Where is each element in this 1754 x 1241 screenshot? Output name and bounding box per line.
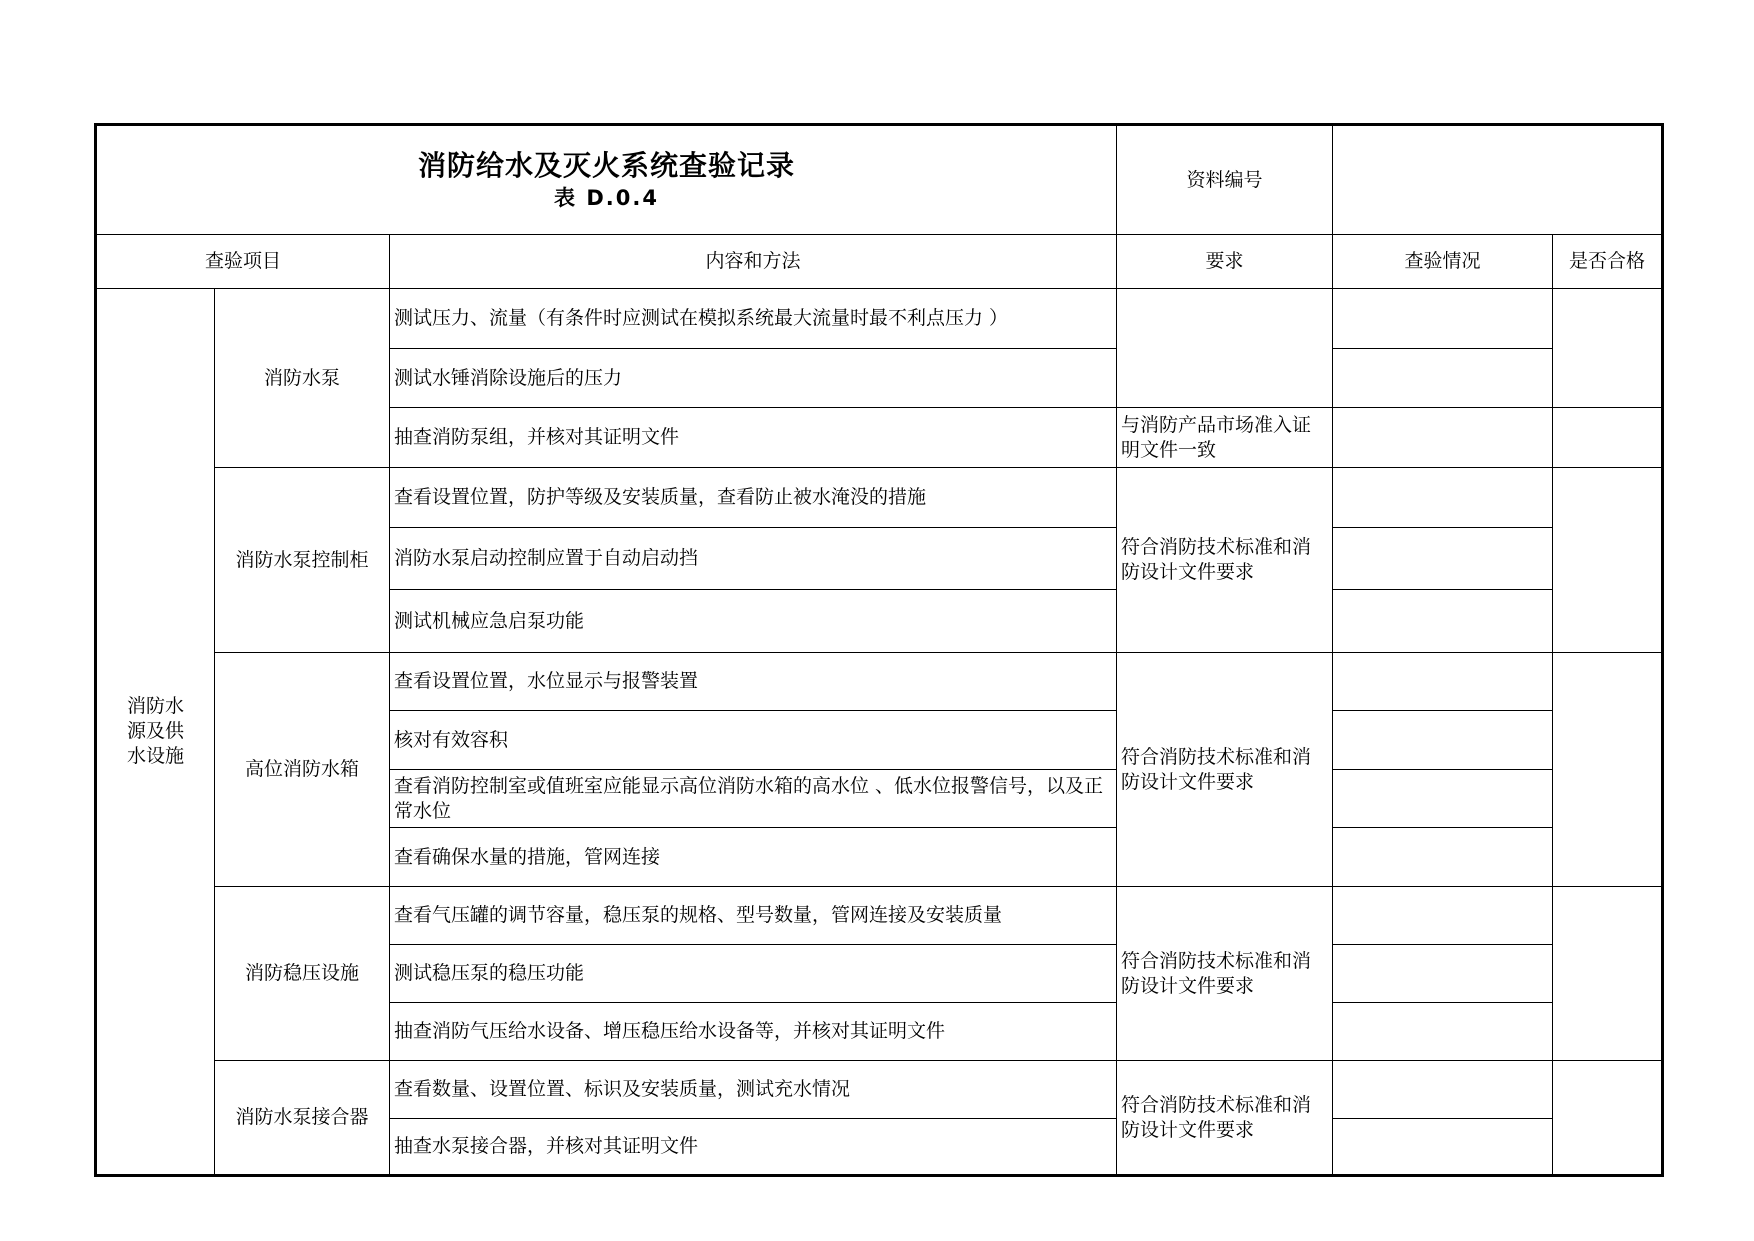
- col-header-qualified: 是否合格: [1553, 235, 1663, 289]
- result-field[interactable]: [1333, 289, 1553, 349]
- inspection-record-table: [94, 123, 1664, 1177]
- method-item: 测试水锤消除设施后的压力: [390, 349, 1117, 408]
- result-field[interactable]: [1333, 590, 1553, 653]
- result-field[interactable]: [1333, 711, 1553, 770]
- qualified-field[interactable]: [1553, 887, 1663, 1061]
- requirement-cell: 符合消防技术标准和消防设计文件要求: [1117, 653, 1333, 887]
- method-item: 抽查消防泵组，并核对其证明文件: [390, 408, 1117, 468]
- qualified-field[interactable]: [1553, 468, 1663, 653]
- result-field[interactable]: [1333, 1119, 1553, 1176]
- form-title: 消防给水及灭火系统查验记录: [418, 149, 796, 182]
- result-field[interactable]: [1333, 1061, 1553, 1119]
- doc-no-field[interactable]: [1333, 125, 1663, 235]
- result-field[interactable]: [1333, 770, 1553, 828]
- method-item: 查看消防控制室或值班室应能显示高位消防水箱的高水位 、低水位报警信号，以及正常水位: [390, 770, 1117, 828]
- group-name-connector: 消防水泵接合器: [215, 1061, 390, 1176]
- category-cell: [96, 289, 215, 1176]
- requirement-cell: 符合消防技术标准和消防设计文件要求: [1117, 468, 1333, 653]
- col-header-method: 内容和方法: [390, 235, 1117, 289]
- result-field[interactable]: [1333, 653, 1553, 711]
- method-item: 消防水泵启动控制应置于自动启动挡: [390, 528, 1117, 590]
- group-name-pump-control: 消防水泵控制柜: [215, 468, 390, 653]
- requirement-cell: [1117, 289, 1333, 408]
- method-item: 查看设置位置，防护等级及安装质量，查看防止被水淹没的措施: [390, 468, 1117, 528]
- method-item: 测试稳压泵的稳压功能: [390, 945, 1117, 1003]
- group-name-pressure: 消防稳压设施: [215, 887, 390, 1061]
- method-item: 查看确保水量的措施，管网连接: [390, 828, 1117, 887]
- result-field[interactable]: [1333, 887, 1553, 945]
- col-header-result: 查验情况: [1333, 235, 1553, 289]
- result-field[interactable]: [1333, 828, 1553, 887]
- group-name-pump: 消防水泵: [215, 289, 390, 468]
- qualified-field[interactable]: [1553, 1061, 1663, 1176]
- result-field[interactable]: [1333, 408, 1553, 468]
- method-item: 查看设置位置，水位显示与报警装置: [390, 653, 1117, 711]
- method-item: 测试压力、流量（有条件时应测试在模拟系统最大流量时最不利点压力 ）: [390, 289, 1117, 349]
- requirement-cell: 符合消防技术标准和消防设计文件要求: [1117, 1061, 1333, 1176]
- requirement-cell: 与消防产品市场准入证明文件一致: [1117, 408, 1333, 468]
- method-item: 查看气压罐的调节容量，稳压泵的规格、型号数量，管网连接及安装质量: [390, 887, 1117, 945]
- qualified-field[interactable]: [1553, 653, 1663, 887]
- result-field[interactable]: [1333, 349, 1553, 408]
- form-subtitle: 表 D.0.4: [554, 186, 659, 210]
- method-item: 测试机械应急启泵功能: [390, 590, 1117, 653]
- col-header-item: 查验项目: [96, 235, 390, 289]
- method-item: 核对有效容积: [390, 711, 1117, 770]
- group-name-high-tank: 高位消防水箱: [215, 653, 390, 887]
- result-field[interactable]: [1333, 945, 1553, 1003]
- title-cell: [96, 125, 1117, 235]
- requirement-cell: 符合消防技术标准和消防设计文件要求: [1117, 887, 1333, 1061]
- method-item: 抽查水泵接合器，并核对其证明文件: [390, 1119, 1117, 1176]
- method-item: 查看数量、设置位置、标识及安装质量，测试充水情况: [390, 1061, 1117, 1119]
- method-item: 抽查消防气压给水设备、增压稳压给水设备等，并核对其证明文件: [390, 1003, 1117, 1061]
- result-field[interactable]: [1333, 528, 1553, 590]
- col-header-requirement: 要求: [1117, 235, 1333, 289]
- qualified-field[interactable]: [1553, 408, 1663, 468]
- result-field[interactable]: [1333, 1003, 1553, 1061]
- category-label: 消防水源及供水设施: [126, 695, 184, 767]
- doc-no-label: 资料编号: [1117, 125, 1333, 235]
- qualified-field[interactable]: [1553, 289, 1663, 408]
- result-field[interactable]: [1333, 468, 1553, 528]
